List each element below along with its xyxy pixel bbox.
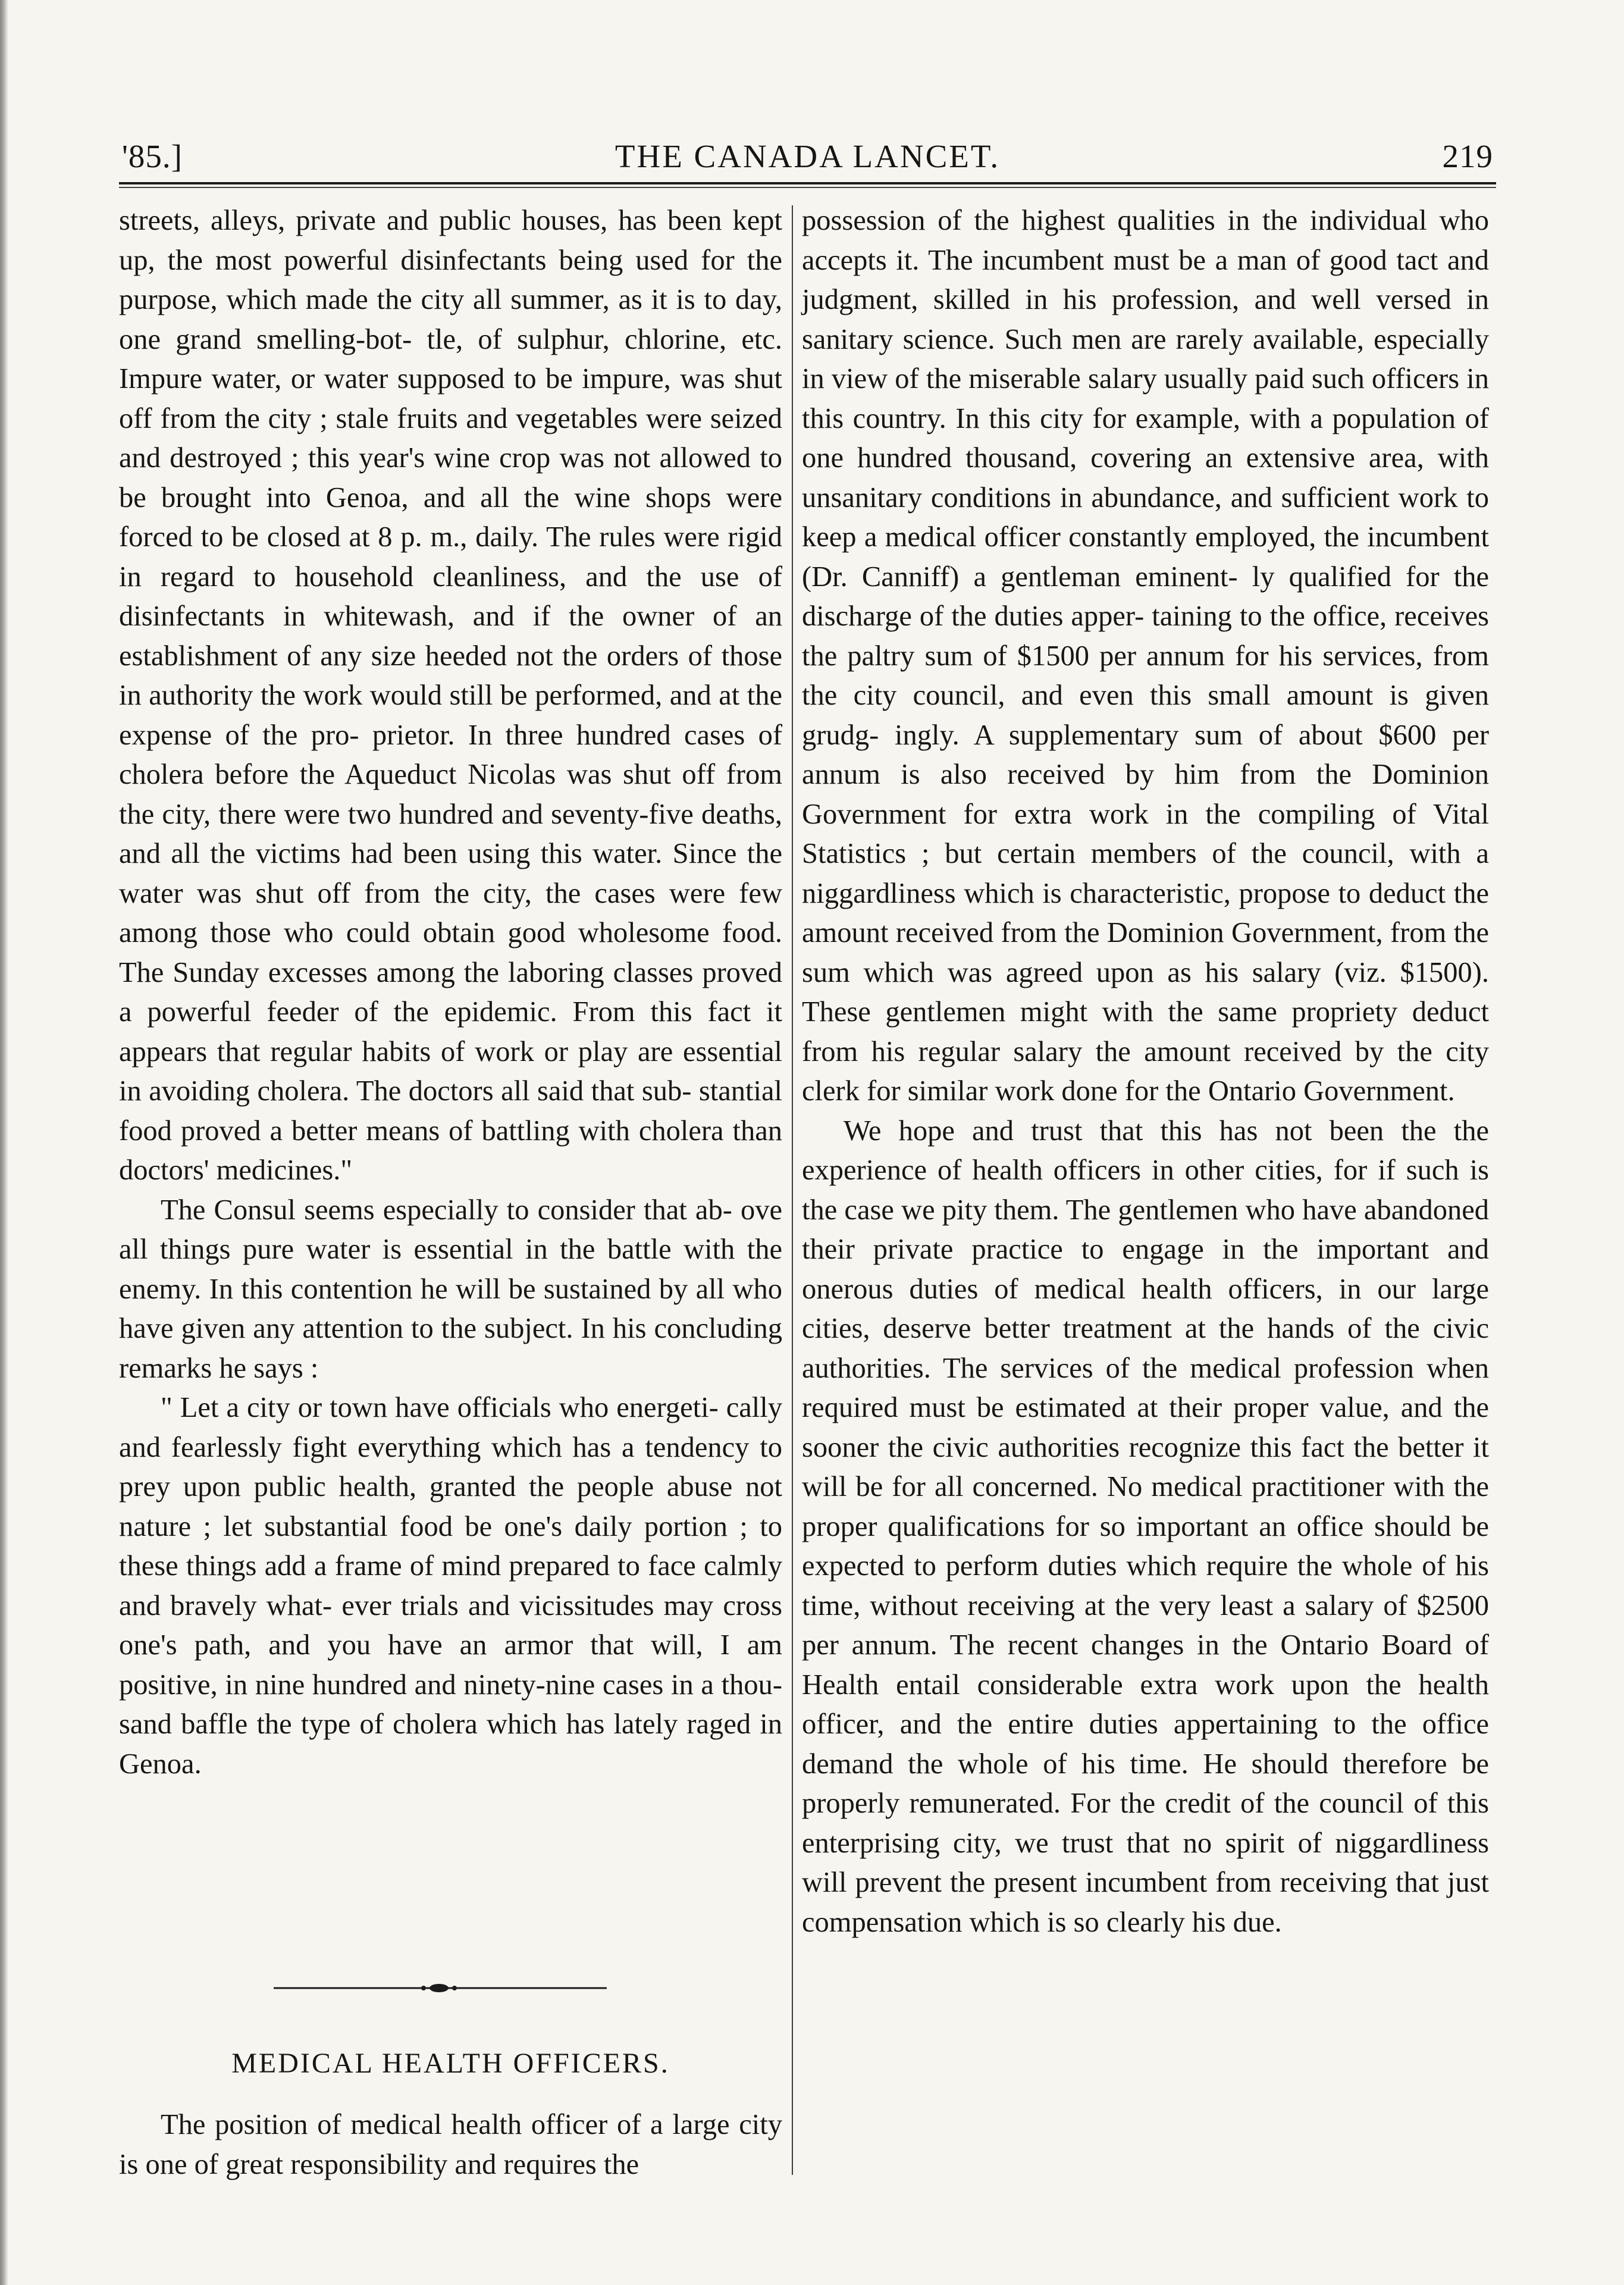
header-year: '85.] (122, 138, 183, 174)
header-rule-thin (119, 187, 1496, 188)
page-header (122, 136, 1493, 177)
header-rule (119, 182, 1496, 184)
left-paragraph-4: The position of medical health officer of a large city is one of great responsibility and requires the (119, 2109, 782, 2180)
right-paragraph-2: We hope and trust that this has not been the the experience of health officers in other cities, for if such is the case we pity them. The gentlemen who have abandoned their private practice to engage in the important and onerous duties of medical health officers, in our large cities, deserve better treatment at the hands of the civic authorities. The services of the medical profession when required must be estimated at their proper value, and the sooner the civic authorities recognize this fact the better it will be for all concerned. No medical practitioner with the proper qualifications for so important an office should be expected to perform duties which require the whole of his time, without receiving at the very least a salary of $2500 per annum. The recent changes in the Ontario Board of Health entail considerable extra work upon the health officer, and the entire duties appertaining to the office demand the whole of his time. He should therefore be properly remunerated. For the credit of the council of this enterprising city, we trust that no spirit of niggardliness will prevent the present incumbent from receiving that just compensation which is so clearly his due. (802, 1115, 1489, 1938)
page-number: 219 (1442, 138, 1493, 174)
section-title: MEDICAL HEALTH OFFICERS. (231, 2048, 670, 2079)
left-paragraph-2: The Consul seems especially to consider that ab- ove all things pure water is essential in the battle with the enemy. In this contention he will be sustained by all who have given any attention to the subject. In his concluding remarks he says : (119, 1194, 782, 1384)
journal-title: THE CANADA LANCET. (615, 138, 1001, 174)
left-paragraph-1: streets, alleys, private and public houses, has been kept up, the most powerful disinfectants being used for the purpose, which made the city all summer, as it is to day, one grand smelling-bot- tle, of sulphur, chlorine, etc. Impure water, or water supposed to be impure, was shut off from the city ; stale fruits and vegetables were seized and destroyed ; this year's wine crop was not allowed to be brought into Genoa, and all the wine shops were forced to be closed at 8 p. m., daily. The rules were rigid in regard to household cleanliness, and the use of disinfectants in whitewash, and if the owner of an establishment of any size heeded not the orders of those in authority the work would still be performed, and at the expense of the pro- prietor. In three hundred cases of cholera before the Aqueduct Nicolas was shut off from the city, there were two hundred and seventy-five deaths, and all the victims had been using this water. Since the water was shut off from the city, the cases were few among those who could obtain good wholesome food. The Sunday excesses among the laboring classes proved a powerful feeder of the epidemic. From this fact it appears that regular habits of work or play are essential in avoiding cholera. The doctors all said that sub- stantial food proved a better means of battling with cholera than doctors' medicines." (119, 205, 782, 1186)
section-ornament (274, 1979, 607, 1997)
left-paragraph-quote: " Let a city or town have officials who energeti- cally and fearlessly fight everything which has a tendency to prey upon public health, granted the people abuse not nature ; let substantial food be one's daily portion ; to these things add a frame of mind prepared to face calmly and bravely what- ever trials and vicissitudes may cross one's path, and you have an armor that will, I am positive, in nine hundred and ninety-nine cases in a thou- sand baffle the type of cholera which has lately raged in Genoa. (119, 1392, 782, 1780)
scan-edge-shadow (0, 0, 8, 2285)
left-column-section (119, 2105, 782, 2184)
right-column (802, 201, 1489, 1942)
right-paragraph-1: possession of the highest qualities in the individual who accepts it. The incumbent must be a man of good tact and judgment, skilled in his profession, and well versed in sanitary science. Such men are rarely available, especially in view of the miserable salary usually paid such officers in this country. In this city for example, with a population of one hundred thousand, covering an extensive area, with unsanitary conditions in abundance, and sufficient work to keep a medical officer constantly employed, the incumbent (Dr. Canniff) a gentleman eminent- ly qualified for the discharge of the duties apper- taining to the office, receives the paltry sum of $1500 per annum for his services, from the city council, and even this small amount is given grudg- ingly. A supplementary sum of about $600 per annum is also received by him from the Dominion Government for extra work in the compiling of Vital Statistics ; but certain members of the council, with a niggardliness which is characteristic, propose to deduct the amount received from the Dominion Government, from the sum which was agreed upon as his salary (viz. $1500). These gentlemen might with the same propriety deduct from his regular salary the amount received by the city clerk for similar work done for the Ontario Government. (802, 205, 1489, 1107)
left-column (119, 201, 782, 1784)
column-divider (792, 205, 793, 2175)
